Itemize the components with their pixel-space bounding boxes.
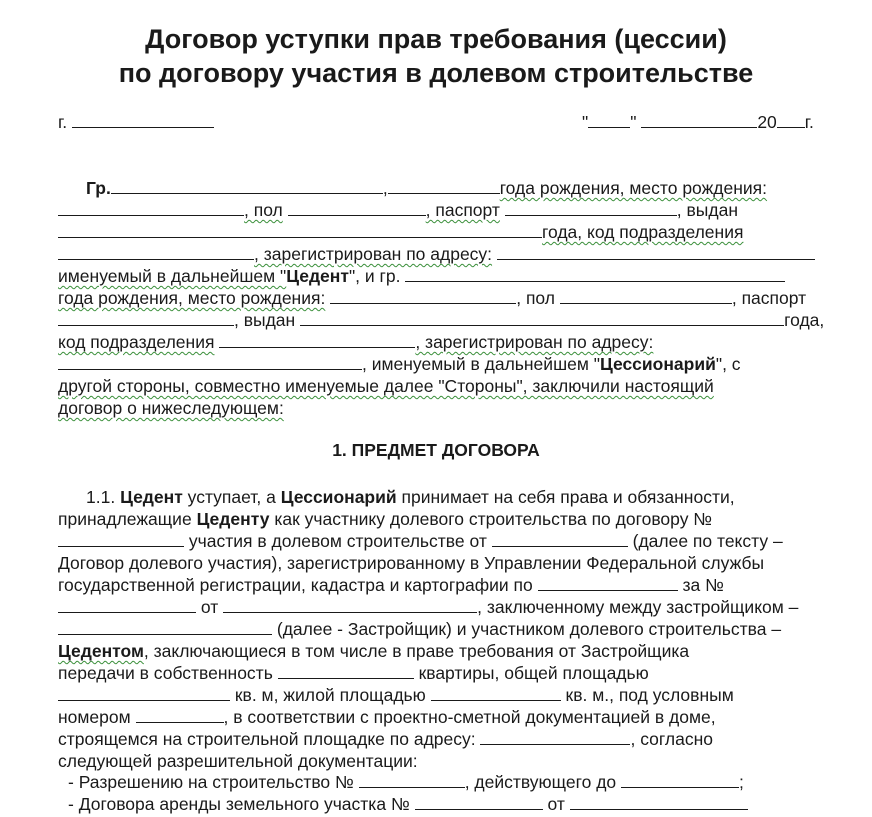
s1-line-1 — [86, 486, 735, 508]
registration-region-blank — [538, 575, 678, 591]
s1-l13: следующей разрешительной документации: — [58, 751, 418, 771]
month-blank — [641, 112, 757, 128]
s1-l2-b: как участнику долевого строительства по договору № — [274, 509, 713, 529]
parties-line-7 — [58, 309, 824, 331]
s1-l3-b: (далее по тексту – — [632, 531, 783, 551]
year-suffix: г. — [804, 112, 814, 132]
named2-prefix: , именуемый в дальнейшем " — [362, 354, 600, 374]
s1-mid: уступает, а — [187, 487, 276, 507]
parties-line-5 — [58, 265, 785, 287]
subdivision-code2-blank — [219, 332, 415, 348]
s1-line-14 — [68, 771, 744, 793]
living-area-blank — [431, 685, 561, 701]
comma: , — [382, 178, 388, 198]
contract-date-blank — [492, 531, 628, 547]
registration-number-blank — [58, 597, 196, 613]
birthplace-blank — [58, 200, 244, 216]
s1-l7: (далее - Застройщик) и участником долевого строительства – — [276, 619, 782, 639]
conditional-number-blank — [136, 707, 224, 723]
cedent-role: Цедент — [286, 266, 349, 286]
passport-label: , паспорт — [425, 200, 500, 220]
address2-blank — [58, 354, 362, 370]
s1-l14-b: , действующего до — [464, 772, 617, 792]
s1-line-3 — [58, 530, 783, 552]
s1-line-6 — [58, 596, 798, 618]
agreement-text: договор о нижеследующем: — [58, 398, 284, 418]
developer-blank — [58, 619, 272, 635]
kod-label: код подразделения — [58, 332, 215, 352]
s1-l9-b: квартиры, общей площадью — [418, 663, 649, 683]
s1-line-5 — [58, 574, 724, 596]
s1-cedentom: Цедентом — [58, 641, 144, 661]
document-title-line1: Договор уступки прав требования (цессии) — [145, 24, 727, 54]
s1-line-8 — [58, 640, 689, 662]
s1-l10-b: кв. м., под условным — [565, 685, 734, 705]
birth-label: года рождения, место рождения: — [499, 178, 768, 198]
pol2-blank — [560, 288, 732, 304]
cessionary-role: Цессионарий — [599, 354, 716, 374]
s1-l12-b: , согласно — [630, 729, 713, 749]
permit-valid-until-blank — [621, 772, 739, 788]
permit-number-blank — [359, 772, 465, 788]
parties-line-3 — [58, 221, 743, 243]
birthplace2-blank — [330, 288, 516, 304]
pol-label: , пол — [244, 200, 283, 220]
s1-l15-a: - Договора аренды земельного участка № — [68, 794, 410, 814]
s1-line-4 — [58, 552, 764, 574]
day-blank — [588, 112, 630, 128]
s1-cedent: Цедент — [120, 487, 183, 507]
city-field — [58, 111, 214, 133]
s1-end: принимает на себя права и обязанности, — [401, 487, 735, 507]
total-area-blank — [58, 685, 230, 701]
s1-line-13 — [58, 750, 418, 772]
s1-line-7 — [58, 618, 781, 640]
pol-blank — [288, 200, 426, 216]
s1-l11-b: , в соответствии с проектно-сметной документацией в доме, — [223, 707, 716, 727]
cedent-name-blank — [111, 178, 383, 194]
cessionary-name-blank — [405, 266, 785, 282]
birth2-label: года рождения, место рождения: — [58, 288, 326, 308]
parties-line-8 — [58, 331, 653, 353]
s1-line-9 — [58, 662, 649, 684]
goda-label: года, — [784, 310, 825, 330]
parties-line-9 — [58, 353, 741, 375]
document-title-line2: по договору участия в долевом строительстве — [118, 58, 754, 88]
s1-line-12 — [58, 728, 713, 750]
pol2-label: , пол — [516, 288, 555, 308]
passport2-blank — [58, 310, 234, 326]
s1-line-11 — [58, 706, 716, 728]
site-address-blank — [480, 729, 630, 745]
issued-by2-blank — [300, 310, 784, 326]
named2-suffix: ", с — [715, 354, 741, 374]
other-side-text: другой стороны, совместно именуемые далее "Стороны", заключили настоящий — [58, 376, 714, 396]
s1-cessionary: Цессионарий — [280, 487, 397, 507]
parties-line-2 — [58, 199, 738, 221]
s1-l6-b: , заключенному между застройщиком – — [477, 597, 799, 617]
s1-l2-a: принадлежащие — [58, 509, 192, 529]
s1-l4: Договор долевого участия), зарегистрированному в Управлении Федеральной службы — [58, 553, 765, 573]
s1-l14-c: ; — [739, 772, 744, 792]
year-blank — [777, 112, 805, 128]
s1-l5-b: за № — [682, 575, 724, 595]
registered2-label: , зарегистрирован по адресу: — [415, 332, 654, 352]
s1-cedentu: Цеденту — [196, 509, 270, 529]
lease-date-blank — [570, 794, 748, 810]
s1-line-10 — [58, 684, 734, 706]
s1-l6-a: от — [200, 597, 219, 617]
passport-blank — [505, 200, 677, 216]
quote-open: " — [582, 112, 589, 132]
vydan2-label: , выдан — [234, 310, 296, 330]
s1-l14-a: - Разрешению на строительство № — [68, 772, 354, 792]
s1-l15-b: от — [547, 794, 565, 814]
god-kod-label: года, код подразделения — [542, 222, 744, 242]
registration-date-blank — [223, 597, 477, 613]
gr-label: Гр. — [86, 178, 111, 198]
city-prefix: г. — [58, 112, 68, 132]
address-blank — [497, 244, 815, 260]
subdivision-code-blank — [58, 244, 254, 260]
contract-number-blank — [58, 531, 184, 547]
s1-l12-a: строящемся на строительной площадке по адресу: — [58, 729, 476, 749]
year-prefix: 20 — [757, 112, 777, 132]
passport2-label: , паспорт — [731, 288, 807, 308]
s1-l10-a: кв. м, жилой площадью — [234, 685, 426, 705]
s1-line-15 — [68, 793, 748, 815]
s1-l8-b: , заключающиеся в том числе в праве требования от Застройщика — [143, 641, 690, 661]
s1-l11-a: номером — [58, 707, 131, 727]
parties-line-10 — [58, 375, 714, 397]
parties-line-4 — [58, 243, 815, 265]
vydan-label: , выдан — [676, 200, 738, 220]
issued-by-blank — [58, 222, 542, 238]
named-suffix: ", и гр. — [348, 266, 401, 286]
clause-number: 1.1. — [86, 487, 116, 507]
parties-line-6 — [58, 287, 806, 309]
city-blank — [72, 112, 214, 128]
lease-number-blank — [415, 794, 543, 810]
registered-label: , зарегистрирован по адресу: — [254, 244, 493, 264]
cedent-birthdate-blank — [388, 178, 500, 194]
parties-line-11 — [58, 397, 284, 419]
s1-l3-a: участия в долевом строительстве от — [188, 531, 487, 551]
s1-l9-a: передачи в собственность — [58, 663, 273, 683]
section1-heading: 1. ПРЕДМЕТ ДОГОВОРА — [332, 440, 540, 460]
quote-close: " — [630, 112, 637, 132]
rooms-blank — [278, 663, 414, 679]
parties-line-1 — [86, 177, 767, 199]
date-field — [582, 111, 814, 133]
s1-l5-a: государственной регистрации, кадастра и картографии по — [58, 575, 533, 595]
s1-line-2 — [58, 508, 712, 530]
named-prefix: именуемый в дальнейшем " — [58, 266, 287, 286]
